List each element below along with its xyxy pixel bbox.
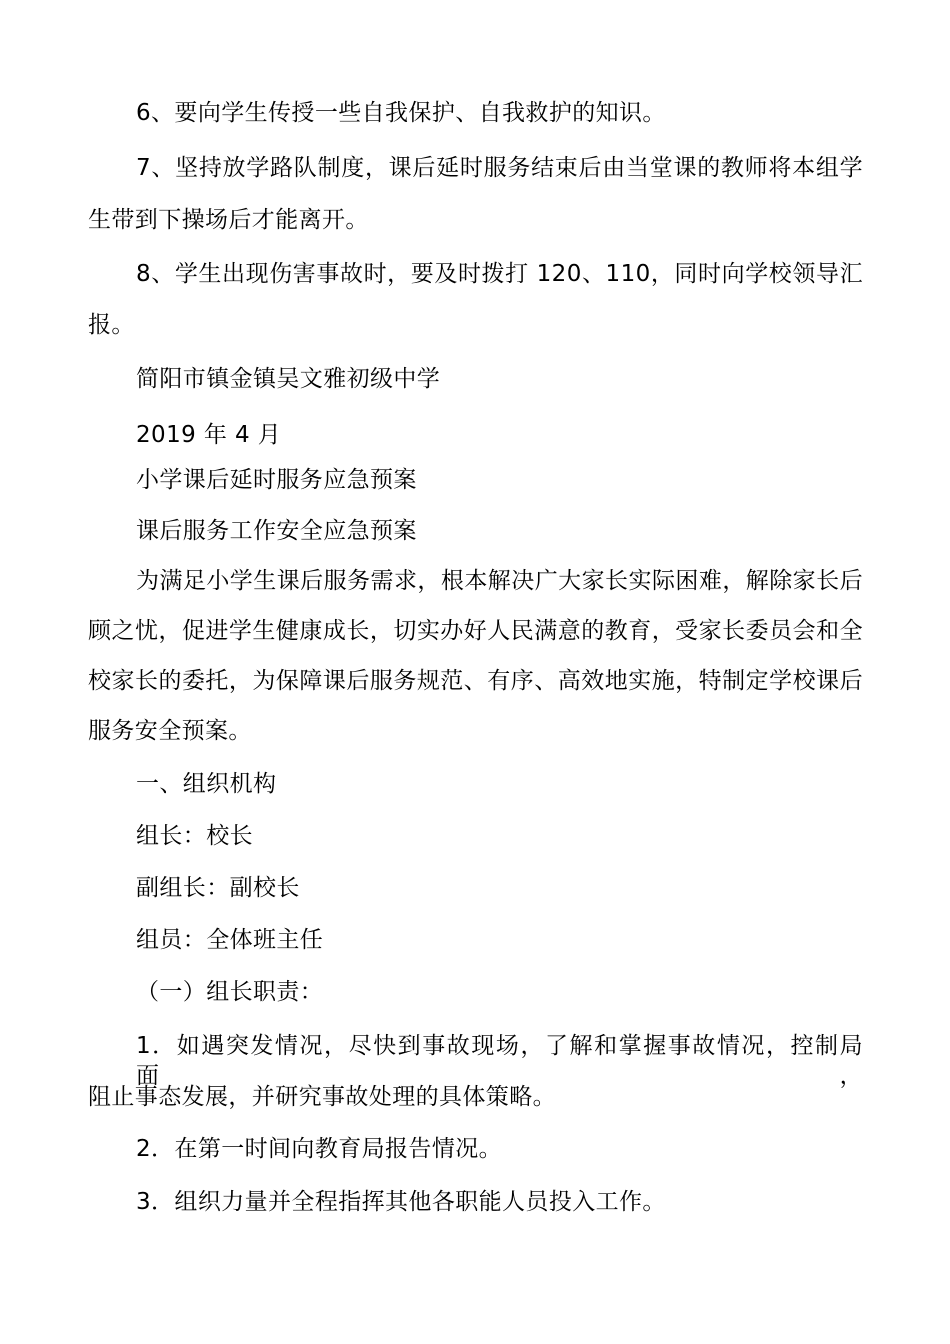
signature-school: 简阳市镇金镇吴文雅初级中学 (136, 366, 441, 392)
paragraph-line: 3．组织力量并全程指挥其他各职能人员投入工作。 (136, 1189, 666, 1215)
org-leader: 组长：校长 (136, 823, 253, 849)
paragraph-line: 服务安全预案。 (88, 718, 252, 744)
org-deputy-leader: 副组长：副校长 (136, 875, 300, 901)
paragraph-line: 阻止事态发展，并研究事故处理的具体策略。 (88, 1084, 556, 1110)
paragraph-line: 报。 (88, 312, 135, 338)
subsection-heading: （一）组长职责： (136, 979, 324, 1005)
paragraph-line: 为满足小学生课后服务需求，根本解决广大家长实际困难，解除家长后 (136, 568, 863, 594)
signature-date: 2019 年 4 月 (136, 422, 282, 448)
paragraph-line: 8、学生出现伤害事故时，要及时拨打 120、110，同时向学校领导汇 (136, 261, 863, 287)
section-heading: 一、组织机构 (136, 771, 277, 797)
paragraph-line: 6、要向学生传授一些自我保护、自我救护的知识。 (136, 100, 666, 126)
paragraph-line: 2．在第一时间向教育局报告情况。 (136, 1136, 503, 1162)
paragraph-line: 1．如遇突发情况，尽快到事故现场，了解和掌握事故情况，控制局面， (136, 1033, 863, 1089)
document-subtitle: 课后服务工作安全应急预案 (136, 518, 417, 544)
org-members: 组员：全体班主任 (136, 927, 324, 953)
paragraph-line: 生带到下操场后才能离开。 (88, 207, 369, 233)
paragraph-line: 7、坚持放学路队制度，课后延时服务结束后由当堂课的教师将本组学 (136, 155, 863, 181)
paragraph-line: 校家长的委托，为保障课后服务规范、有序、高效地实施，特制定学校课后 (88, 668, 863, 694)
document-title: 小学课后延时服务应急预案 (136, 467, 417, 493)
paragraph-line: 顾之忧，促进学生健康成长，切实办好人民满意的教育，受家长委员会和全 (88, 618, 863, 644)
